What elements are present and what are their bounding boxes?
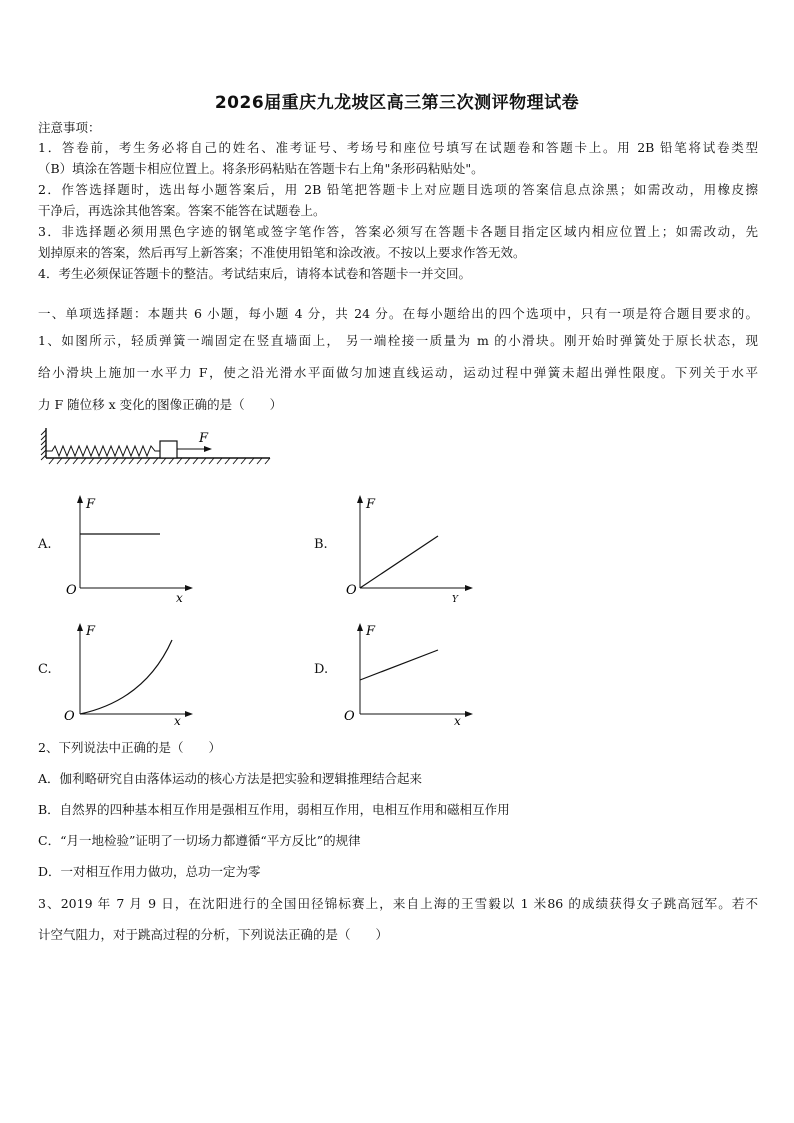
section-heading: 一、单项选择题：本题共 6 小题，每小题 4 分，共 24 分。在每小题给出的四个选项中，只有一项是符合题目要求的。 xyxy=(38,306,758,321)
question-3-line: 3、2019 年 7 月 9 日，在沈阳进行的全国田径锦标赛上，来自上海的王雪毅以 1 米86 的成绩获得女子跳高冠军。若不 xyxy=(38,896,758,911)
notice-line: （B）填涂在答题卡相应位置上。将条形码粘贴在答题卡右上角"条形码粘贴处"。 xyxy=(38,161,484,176)
svg-text:F: F xyxy=(366,497,376,512)
svg-text:x: x xyxy=(176,591,183,604)
question-2-option: A．伽利略研究自由落体运动的核心方法是把实验和逻辑推理结合起来 xyxy=(38,771,423,786)
notice-heading: 注意事项： xyxy=(38,120,101,135)
graph-line xyxy=(360,536,438,588)
question-1-line: 力 F 随位移 x 变化的图像正确的是（ ） xyxy=(38,397,283,412)
svg-text:O: O xyxy=(344,709,355,724)
option-c-label: C. xyxy=(38,662,52,677)
svg-text:O: O xyxy=(346,583,357,598)
notice-line: 3．非选择题必须用黑色字迹的钢笔或签字笔作答，答案必须写在答题卡各题目指定区域内相应位置上；如需改动，先 xyxy=(38,224,758,239)
question-2-stem: 2、下列说法中正确的是（ ） xyxy=(38,740,221,755)
notice-line: 4．考生必须保证答题卡的整洁。考试结束后，请将本试卷和答题卡一并交回。 xyxy=(38,266,471,281)
option-a-graph xyxy=(60,492,200,604)
question-1-line: 给小滑块上施加一水平力 F，使之沿光滑水平面做匀加速直线运动，运动过程中弹簧未超出弹性限度。下列关于水平 xyxy=(38,365,758,380)
graph-curve xyxy=(80,640,172,714)
option-d-graph xyxy=(340,618,480,730)
svg-text:F: F xyxy=(86,624,96,639)
svg-text:x: x xyxy=(454,714,461,728)
notice-line: 干净后，再选涂其他答案。答案不能答在试题卷上。 xyxy=(38,203,326,218)
option-d-label: D. xyxy=(314,662,329,677)
force-label: F xyxy=(199,431,209,446)
question-2-option: C．“月一地检验”证明了一切场力都遵循“平方反比”的规律 xyxy=(38,833,361,848)
spring-block-figure xyxy=(40,424,280,470)
svg-text:Y: Y xyxy=(452,595,458,604)
question-1-line: 1、如图所示，轻质弹簧一端固定在竖直墙面上， 另一端栓接一质量为 m 的小滑块。刚开始时弹簧处于原长状态，现 xyxy=(38,333,758,348)
question-2-option: B．自然界的四种基本相互作用是强相互作用，弱相互作用，电相互作用和磁相互作用 xyxy=(38,802,510,817)
block xyxy=(160,441,177,458)
question-3-line: 计空气阻力，对于跳高过程的分析，下列说法正确的是（ ） xyxy=(38,927,389,942)
notice-line: 1．答卷前，考生务必将自己的姓名、准考证号、考场号和座位号填写在试题卷和答题卡上。用 2B 铅笔将试卷类型 xyxy=(38,140,758,155)
svg-text:O: O xyxy=(64,709,75,724)
svg-text:x: x xyxy=(174,714,181,728)
option-a-label: A. xyxy=(38,537,52,552)
notice-line: 2．作答选择题时，选出每小题答案后，用 2B 铅笔把答题卡上对应题目选项的答案信息点涂黑；如需改动，用橡皮擦 xyxy=(38,182,758,197)
svg-text:F: F xyxy=(366,624,376,639)
graph-line xyxy=(360,650,438,680)
question-2-option: D．一对相互作用力做功，总功一定为零 xyxy=(38,864,261,879)
svg-text:O: O xyxy=(66,583,77,598)
svg-text:F: F xyxy=(86,497,96,512)
page-title: 2026届重庆九龙坡区高三第三次测评物理试卷 xyxy=(214,93,580,113)
option-b-label: B. xyxy=(314,537,328,552)
spring xyxy=(46,446,160,456)
option-c-graph xyxy=(60,618,200,730)
option-b-graph xyxy=(340,492,480,604)
notice-line: 划掉原来的答案，然后再写上新答案；不准使用铅笔和涂改液。不按以上要求作答无效。 xyxy=(38,245,526,260)
